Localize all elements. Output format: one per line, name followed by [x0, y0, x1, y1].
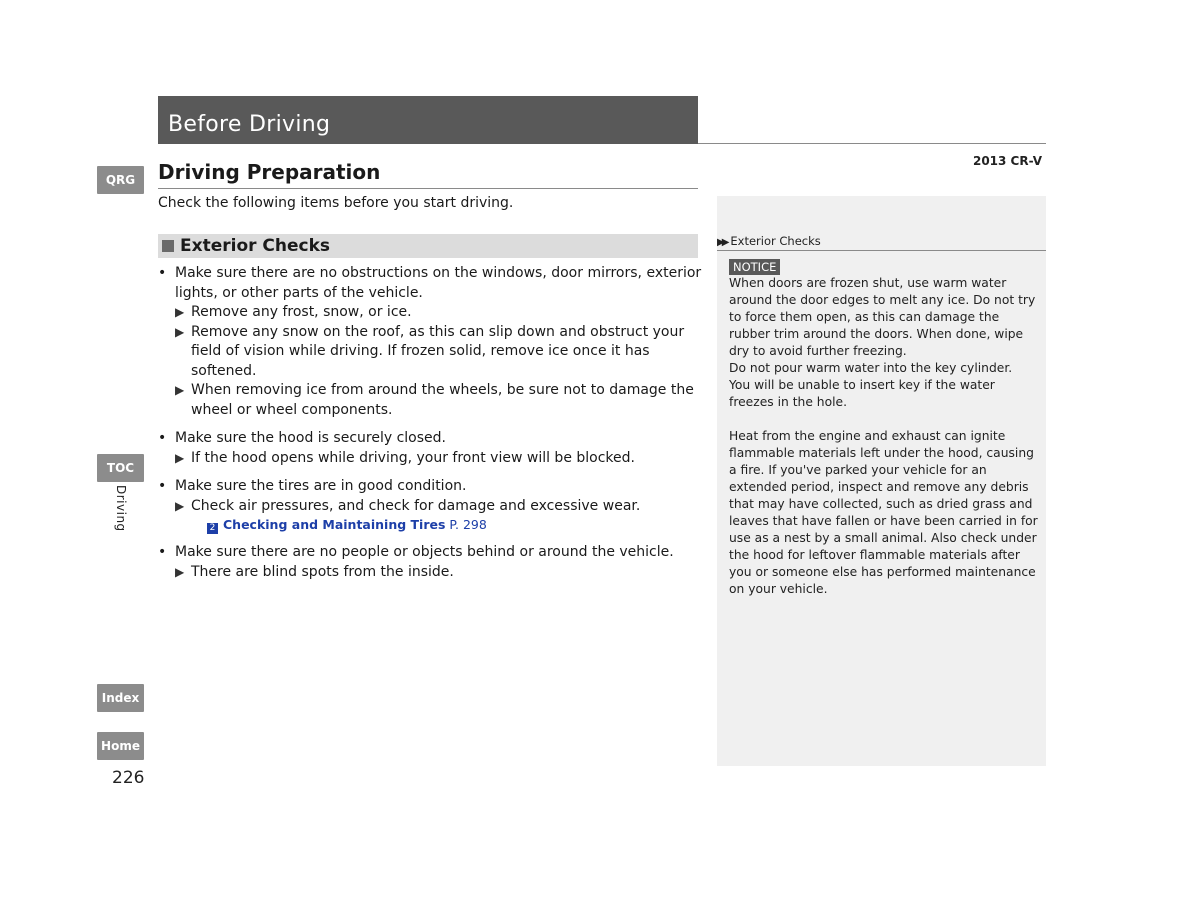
check-item-text: Make sure the tires are in good condition. — [175, 478, 467, 494]
notice-badge: NOTICE — [729, 259, 780, 275]
xref-link-tires[interactable] — [175, 516, 703, 534]
subsection-title: Exterior Checks — [180, 236, 331, 256]
header-divider — [698, 143, 1046, 144]
bullet-icon: • — [158, 544, 167, 560]
subsection-square-icon — [162, 240, 174, 252]
toc-button[interactable]: TOC — [97, 454, 144, 482]
check-item — [158, 543, 703, 582]
check-item — [158, 264, 703, 420]
xref-arrow-icon: 2 — [207, 523, 218, 534]
page-title: Driving Preparation — [158, 160, 698, 189]
xref-title[interactable]: Checking and Maintaining Tires — [223, 517, 446, 532]
arrow-icon: ▶ — [175, 498, 185, 513]
intro-text: Check the following items before you start driving. — [158, 195, 514, 211]
check-subitem — [175, 323, 703, 382]
qrg-button[interactable]: QRG — [97, 166, 144, 194]
index-button[interactable]: Index — [97, 684, 144, 712]
chapter-tab[interactable]: Driving — [114, 485, 128, 532]
check-subitem — [175, 449, 703, 469]
check-item — [158, 477, 703, 534]
section-title: Before Driving — [168, 112, 331, 137]
check-item — [158, 429, 703, 468]
sidenote-heading-text: Exterior Checks — [730, 234, 821, 248]
model-label: 2013 CR-V — [972, 154, 1042, 168]
check-subitem-text: Check air pressures, and check for damage and excessive wear. — [191, 497, 641, 514]
sidenote-heading — [717, 234, 1046, 251]
double-arrow-icon: ▶▶ — [717, 237, 727, 248]
check-subitem — [175, 497, 703, 517]
subsection-header — [158, 234, 698, 258]
bullet-icon: • — [158, 265, 167, 281]
page-number: 226 — [112, 768, 145, 788]
section-banner — [158, 96, 698, 144]
xref-page[interactable]: P. 298 — [449, 517, 487, 532]
check-subitem-text: There are blind spots from the inside. — [191, 563, 454, 580]
sidenote-paragraph: Do not pour warm water into the key cylinder. — [729, 361, 1013, 375]
check-item-text: Make sure the hood is securely closed. — [175, 430, 446, 446]
bullet-icon: • — [158, 430, 167, 446]
check-subitem-text: Remove any snow on the roof, as this can slip down and obstruct your field of vision while driving. If frozen solid, remove ice once it has softened. — [191, 323, 685, 379]
home-button[interactable]: Home — [97, 732, 144, 760]
checks-list — [158, 264, 703, 591]
sidenote-paragraph: You will be unable to insert key if the water freezes in the hole. — [729, 378, 995, 409]
sidenote-paragraph: Heat from the engine and exhaust can ignite flammable materials left under the hood, causing a fire. If you've parked your vehicle for an extended period, inspect and remove any debris that may have collected, such as dried grass and leaves that have fallen or have been carried in for use as a nest by a small animal. Also check under the hood for leftover flammable materials after you or someone else has performed maintenance on your vehicle. — [729, 429, 1038, 596]
sidenote-paragraph: When doors are frozen shut, use warm water around the door edges to melt any ice. Do not try to force them open, as this can damage the rubber trim around the doors. When done, wipe dry to avoid further freezing. — [729, 276, 1036, 358]
arrow-icon: ▶ — [175, 383, 185, 397]
check-subitem — [175, 563, 703, 583]
arrow-icon: ▶ — [175, 450, 185, 465]
check-subitem — [175, 381, 703, 420]
bullet-icon: • — [158, 478, 167, 494]
check-subitem-text: If the hood opens while driving, your front view will be blocked. — [191, 449, 635, 466]
check-subitem-text: When removing ice from around the wheels, be sure not to damage the wheel or wheel components. — [191, 382, 694, 418]
check-subitem-text: Remove any frost, snow, or ice. — [191, 304, 412, 320]
check-subitem — [175, 303, 703, 323]
sidenote-body — [729, 275, 1039, 598]
arrow-icon: ▶ — [175, 564, 185, 579]
arrow-icon: ▶ — [175, 324, 185, 339]
arrow-icon: ▶ — [175, 305, 185, 319]
check-item-text: Make sure there are no people or objects behind or around the vehicle. — [175, 544, 674, 560]
check-item-text: Make sure there are no obstructions on the windows, door mirrors, exterior lights, or other parts of the vehicle. — [175, 265, 702, 301]
